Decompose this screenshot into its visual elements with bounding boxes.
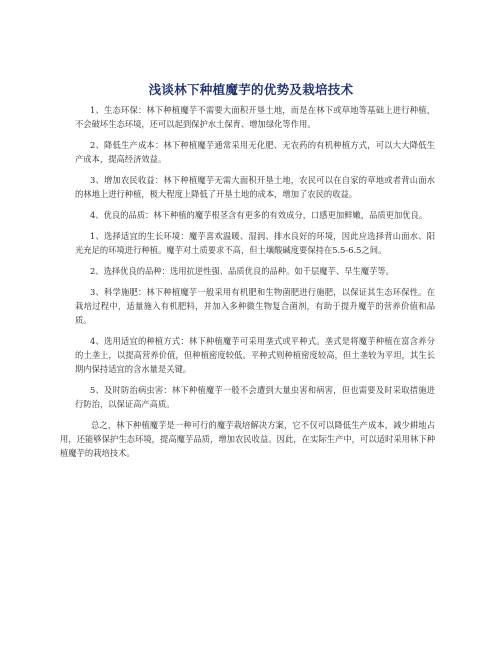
- paragraph-advantage-income: 3、增加农民收益：林下种植魔芋无需大面积开垦土地，农民可以在自家的草地或者背山面水的林地上进行种植，极大程度上降低了开垦土地的成本，增加了农民的收益。: [75, 175, 435, 199]
- paragraph-technique-variety: 2、选择优良的品种：选用抗逆性强、品质优良的品种。如千层魔芋、早生魔芋等。: [90, 266, 394, 276]
- paragraph-advantage-cost: 2、降低生产成本：林下种植魔芋通常采用无化肥、无农药的有机种植方式，可以大大降低生产成本，提高经济效益。: [75, 140, 435, 164]
- paragraph-advantage-ecology: 1、生态环保：林下种植魔芋不需要大面积开垦土地，而是在林下或草地等基础上进行种植，不会破坏生态环境，还可以起到保护水土保育、增加绿化等作用。: [75, 105, 435, 129]
- document-body: [60, 103, 435, 467]
- paragraph-technique-pest-control: 5、及时防治病虫害：林下种植魔芋一般不会遭到大量虫害和病害，但也需要及时采取措施进行防治，以保证高产高质。: [75, 385, 435, 409]
- paragraph-technique-environment: 1、选择适宜的生长环境：魔芋喜欢温暖、湿润、排水良好的环境，因此应选择背山面水、阳光充足的环境进行种植。魔芋对土质要求不高，但土壤酸碱度要保持在5.5-6.5之间。: [75, 231, 435, 255]
- paragraph-technique-fertilizer: 3、科学施肥：林下种植魔芋一般采用有机肥和生物菌肥进行施肥，以保证其生态环保性。在栽培过程中，适量施入有机肥料，并加入多种微生物复合菌剂，有助于提升魔芋的营养价值和品质。: [75, 287, 435, 325]
- page-title: 浅谈林下种植魔芋的优势及栽培技术: [148, 82, 354, 97]
- paragraph-summary: 总之，林下种植魔芋是一种可行的魔芋栽培解决方案，它不仅可以降低生产成本，减少耕地占用，还能够保护生态环境，提高魔芋品质，增加农民收益。因此，在实际生产中，可以适时采用林下种植魔芋的栽培技术。: [60, 420, 435, 458]
- paragraph-advantage-quality: 4、优良的品质：林下种植的魔芋根茎含有更多的有效成分，口感更加鲜嫩，品质更加优良。: [90, 210, 428, 220]
- paragraph-technique-planting: 4、选用适宜的种植方式：林下种植魔芋可采用垄式或平种式。垄式是将魔芋种植在富含养分的土垄上，以提高营养价值，但种植密度较低。平种式则种植密度较高，但土垄较为平坦，其生长期内保持适宜的含水量是关键。: [75, 336, 435, 374]
